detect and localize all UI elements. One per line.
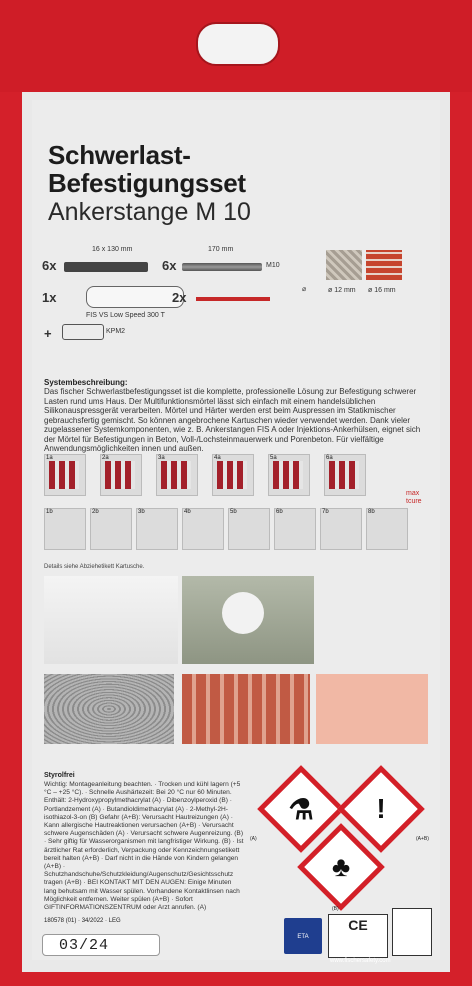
concrete-swatch: [326, 250, 362, 280]
cartridge-label: FIS VS Low Speed 300 T: [86, 312, 165, 319]
website: www.fischersafety.com: [330, 958, 391, 964]
drill-16: ø 16 mm: [368, 287, 396, 294]
eta-logo: ETA: [284, 918, 322, 954]
step-5a: 5a: [268, 454, 310, 496]
drill-12: ø 12 mm: [328, 287, 356, 294]
gun-plus: +: [44, 326, 52, 341]
hang-hole: [196, 22, 280, 66]
title-line-3: Ankerstange M 10: [48, 198, 251, 226]
cartridge-image: [86, 286, 187, 308]
rods-thread: M10: [266, 262, 280, 269]
sleeves-dim: 16 x 130 mm: [92, 246, 133, 253]
description-heading: Systembeschreibung:: [44, 378, 128, 387]
exclamation-pictogram: !: [337, 765, 425, 853]
step-6a: 6a: [324, 454, 366, 496]
styrol-label: Styrolfrei: [44, 772, 75, 779]
max-label: max: [406, 490, 420, 497]
step-3b: 3b: [136, 508, 178, 550]
rods-dim: 170 mm: [208, 246, 234, 253]
step-5b: 5b: [228, 508, 270, 550]
ghs-a-label: (A): [250, 836, 257, 842]
hazard-text: Wichtig: Montageanleitung beachten. · Trocken und kühl lagern (+5 °C – +25 °C). · Schnelle Aushärtezeit: Bei 20 °C nur 60 Minuten. Enthält: 2-Hydroxypropylmethacrylat (A) · Dibenzoylperoxid (B) · Portlandzement (A) · Butandioldimethacrylat (A) · 2-Methyl-2H-isothiazol-3-on (B) Gefahr (A+B): Verursacht Hautreizungen (A) · Kann allergische Hautreaktionen verursachen (A+B) · Verursacht schwere Augenschäden (A) · Verursacht schwere Augenreizung. (B) · Sehr giftig für Wasserorganismen mit langfristiger Wirkung. (B) · Ist ärztlicher Rat erforderlich, Verpackung oder Kennzeichnungsetikett bereit halten (A+B) · Darf nicht in die Hände von Kindern gelangen (A+B) · Schutzhandschuhe/Schutzkleidung/Augenschutz/Gesichtsschutz tragen (A+B) · BEI KONTAKT MIT DEN AUGEN: Einige Minuten lang behutsam mit Wasser spülen. Vorhandene Kontaktlinsen nach Möglichkeit entfernen. Weiter spülen (A+B) · Sofort GIFTINFORMATIONSZENTRUM oder Arzt anrufen. (A): [44, 781, 244, 912]
ghs-b-label: (B): [332, 906, 339, 912]
hang-tab: [0, 0, 472, 92]
drill-icon: ⌀: [302, 286, 307, 293]
rod-image: [182, 263, 262, 271]
brick-swatch: [366, 250, 402, 280]
step-4b: 4b: [182, 508, 224, 550]
tcure-label: tcure: [406, 498, 422, 505]
brick-anchor-photo: [182, 674, 310, 744]
ce-mark: CE: [328, 914, 388, 958]
step-2a: 2a: [100, 454, 142, 496]
product-card: [22, 92, 450, 972]
details-note: Details siehe Abziehetikett Kartusche.: [44, 564, 145, 570]
sleeves-qty: 6x: [42, 258, 57, 273]
title-line-2: Befestigungsset: [48, 168, 246, 198]
gun-label: KPM2: [106, 328, 126, 335]
product-code: 180578 (01) · 34/2022 · LEG: [44, 918, 121, 924]
anchor-icon: [392, 908, 432, 956]
step-8b: 8b: [366, 508, 408, 550]
description-body: Das fischer Schwerlastbefestigungsset ist die komplette, professionelle Lösung zur Befestigung schwerer Lasten rund ums Haus. Der Multifunktionsmörtel lässt sich einfach mit einem handelsüblichen Silikonauspressgerät verarbeiten. Mörtel und Härter werden erst beim Auspressen im Statikmischer gebrauchsfertig gemischt. So können angebrochene Kartuschen wieder verwendet werden. Dank vieler zugelassener Systemkomponenten, wie z. B. Ankerstangen FIS A oder Injektions-Ankerhülsen, eignet sich der Mörtel für Befestigungen in Beton, Voll-/Lochsteinmauerwerk und Porenbeton. Für vielfältige Anwendungsmöglichkeiten innen und außen.: [44, 387, 421, 453]
step-4a: 4a: [212, 454, 254, 496]
installation-steps: [44, 448, 422, 560]
cartridge-qty: 1x: [42, 290, 57, 305]
step-1a: 1a: [44, 454, 86, 496]
title-line-1: Schwerlast-: [48, 140, 191, 170]
mixer-image: [196, 297, 270, 301]
railing-photo: [44, 576, 178, 664]
step-2b: 2b: [90, 508, 132, 550]
environment-pictogram: ♣: [297, 823, 385, 911]
concrete-anchor-photo: [44, 674, 174, 744]
corrosive-pictogram: ⚗: [257, 765, 345, 853]
aerated-concrete-photo: [316, 674, 428, 744]
step-6b: 6b: [274, 508, 316, 550]
gun-image: [62, 324, 104, 340]
ghs-ab-label: (A+B): [416, 836, 429, 842]
date-stamp: 03/24: [42, 934, 160, 956]
mixer-qty: 2x: [172, 290, 187, 305]
satellite-dish-photo: [182, 576, 314, 664]
sleeve-image: [64, 262, 148, 272]
rods-qty: 6x: [162, 258, 177, 273]
step-1b: 1b: [44, 508, 86, 550]
step-7b: 7b: [320, 508, 362, 550]
card-inner: [32, 100, 440, 960]
step-3a: 3a: [156, 454, 198, 496]
